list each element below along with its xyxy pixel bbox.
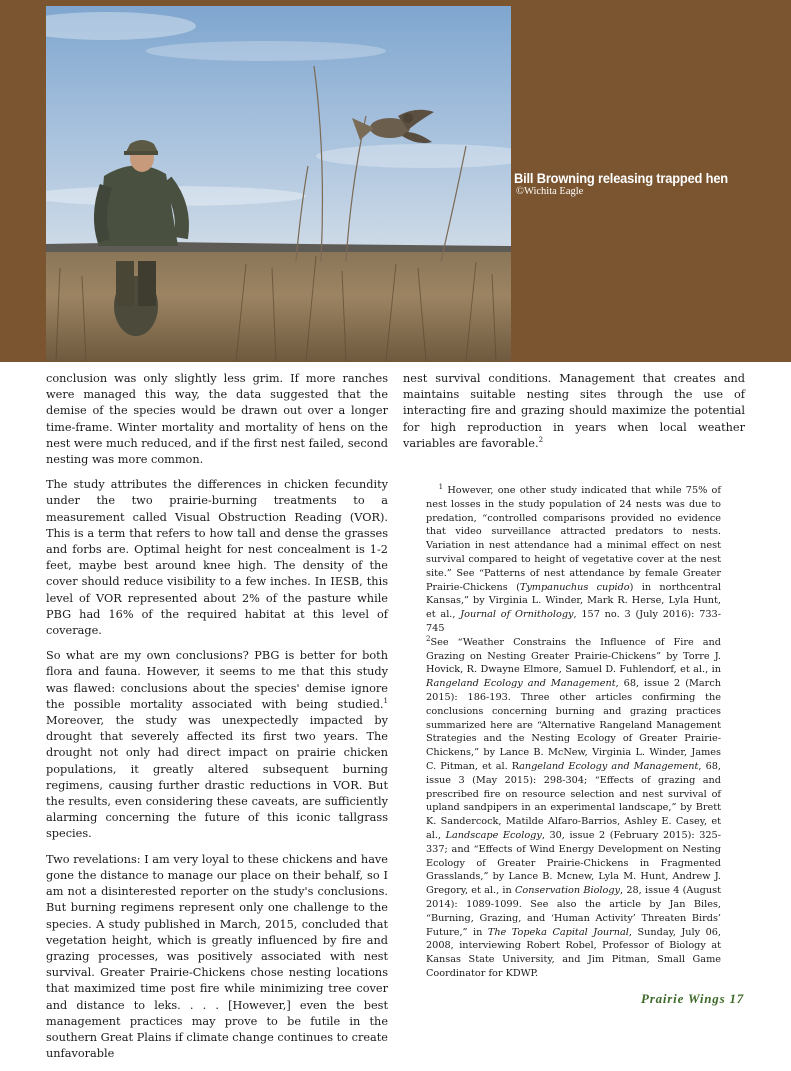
page-folio: Prairie Wings 17 (641, 991, 745, 1006)
paragraph: conclusion was only slightly less grim. If more ranches were managed this way, the data suggested that the demise of the species would be drawn out over a longer time-frame. Winter mortality and mortality of hens on the nest were much reduced, and if the first nest failed, second nesting was more common. (46, 372, 388, 467)
footnote-mark: 2 (426, 634, 431, 643)
footnote-text: , 68, issue 2 (March 2015): 186-193. Three other articles confirming the conclusions concerning burning and grazing practices summarized here are “Alternative Rangeland Management Strategies and the Nesting Ecology of Greater Prairie-Chickens,” by Lance B. McNew, Virginia L. Winder, James C. Pitman, et al. R (426, 678, 721, 772)
footnote-mark: 1 (438, 482, 444, 491)
field-photo (46, 6, 511, 361)
footnote-ref[interactable]: 2 (538, 436, 544, 445)
footnote-text: ) in northcentral Kansas,” by Virginia L. Winder, Mark R. Herse, Lyla Hunt, et al., (426, 581, 722, 621)
journal-title: Landscape Ecology (445, 829, 542, 841)
paragraph: Two revelations: I am very loyal to these chickens and have gone the distance to manage our place on their behalf, so I am not a disinterested reporter on the study's conclusions. But burning regimens represent only one challenge to the species. A study published in March, 2015, concluded that vegetation height, which is greatly influenced by fire and grazing processes, was positively associated with nest survival. Greater Prairie-Chickens chose nesting locations that maximized time post fire while minimizing tree cover and distance to leks. . . . [However,] even the best management practices may prove to be futile in the southern Great Plains if climate change continues to create unfavorable (46, 852, 388, 1061)
species-name: Tympanuchus cupido (519, 581, 630, 593)
footnote-1 (426, 484, 721, 636)
footnotes (426, 484, 721, 981)
footnote-ref[interactable]: 1 (383, 697, 388, 706)
footnote-text: , 68, issue 3 (May 2015): 298-304; “Effects of grazing and prescribed fire on resource selection and nest survival of upland sandpipers in an experimental landscape,” by Brett K. Sandercock, Matilde Alfaro-Barrios, Ashley E. Casey, et al., (426, 760, 721, 841)
left-column (46, 371, 388, 1071)
paragraph-text: Moreover, the study was unexpectedly impacted by drought that severely affected its first two years. The drought not only had direct impact on prairie chicken populations, it greatly altered subsequent burning regimens, causing further drastic reductions in VOR. But the results, even considering these caveats, are sufficiently alarming concerning the future of this iconic tallgrass species. (46, 714, 388, 841)
journal-title: angeland Ecology and Management (519, 760, 699, 772)
journal-title: Journal of Ornithology (460, 609, 574, 621)
journal-title: The Topeka Capital Journal (487, 926, 629, 938)
footnote-text: However, one other study indicated that while 75% of nest losses in the study population of 24 nests was due to predation, “controlled comparisons provided no evidence that video surveillance attracted predators to nests. Variation in nest attendance had a minimal effect on nest survival compared to height of vegetative cover at the nest site.” See “Patterns of nest attendance by female Greater Prairie-Chickens ( (426, 485, 721, 593)
paragraph-text: nest survival conditions. Management that creates and maintains suitable nesting sites through the use of interacting fire and grazing should maximize the potential for high reproduction in years when local weather variables are favorable. (403, 372, 745, 450)
footnote-text: , Sunday, July 06, 2008, interviewing Robert Robel, Professor of Biology at Kansas State University, and Jim Pitman, Small Game Coordinator for KDWP. (426, 926, 721, 979)
footnote-text: See “Weather Constrains the Influence of Fire and Grazing on Nesting Greater Prairie-Chickens” by Torre J. Hovick, R. Dwayne Elmore, Samuel D. Fuhlendorf, et al., in (426, 636, 721, 676)
footnote-2 (426, 636, 721, 981)
journal-title: Rangeland Ecology and Management (426, 678, 616, 690)
paragraph: The study attributes the differences in chicken fecundity under the two prairie-burning treatments to a measurement called Visual Obstruction Reading (VOR). This is a term that refers to how tall and dense the grasses and forbs are. Optimal height for nest concealment is 1-2 feet, maybe best around knee high. The density of the cover should reduce visibility to a few inches. In IESB, this level of VOR represented about 2% of the pasture while PBG had 16% of the required habitat at this level of coverage. (46, 478, 388, 638)
right-column (403, 371, 745, 461)
paragraph (46, 648, 388, 842)
footnote-text: , 157 no. 3 (July 2016): 733- 745 (426, 609, 721, 634)
paragraph-text: So what are my own conclusions? PBG is better for both flora and fauna. However, it seems to me that this study was flawed: conclusions about the species' demise ignore the possible mortality associated with being studied. (46, 649, 388, 711)
footnote-text: , 30, issue 2 (February 2015): 325-337; and “Effects of Wind Energy Development on Nesting Ecology of Greater Prairie-Chickens in Fragmented Grasslands,” by Lance B. Mcnew, Lyla M. Hunt, Andrew J. Gregory, et al., in (426, 829, 721, 897)
journal-title: Conservation Biology (515, 885, 621, 897)
paragraph (403, 371, 745, 452)
photo-caption-title: Bill Browning releasing trapped hen (514, 170, 728, 186)
footnote-text: , 28, issue 4 (August 2014): 1089-1099. See also the article by Jan Biles, “Burning, Grazing, and ‘Human Activity’ Threaten Birds’ Future,” in (426, 885, 721, 938)
photo-credit: ©Wichita Eagle (516, 186, 584, 197)
